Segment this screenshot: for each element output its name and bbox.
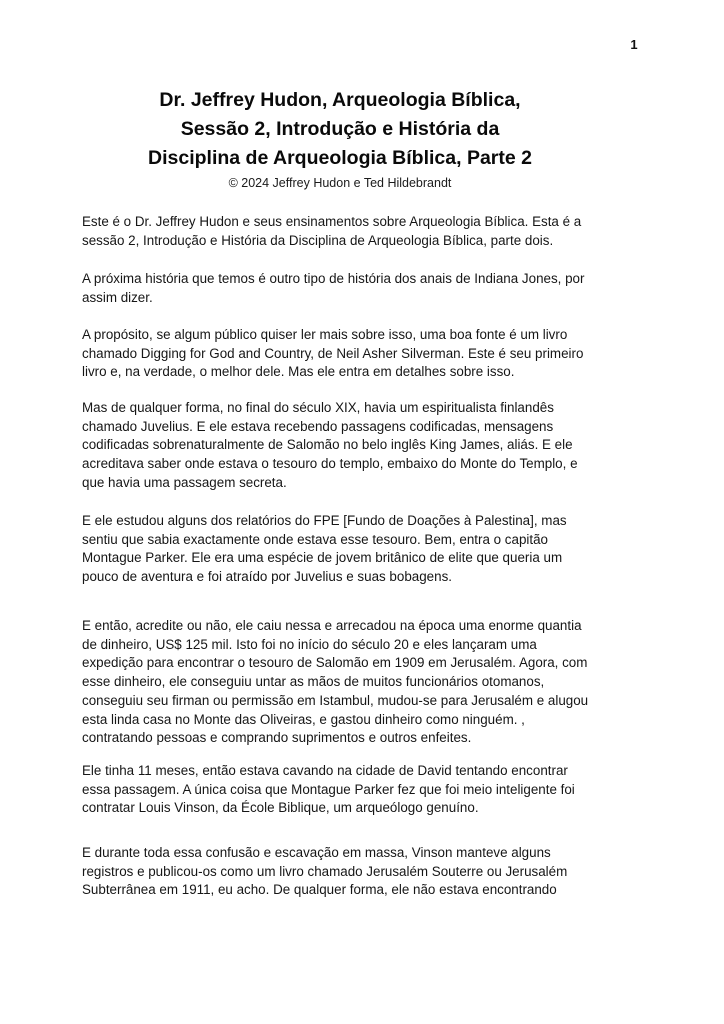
text-line: de dinheiro, US$ 125 mil. Isto foi no início do século 20 e eles lançaram uma — [82, 636, 537, 652]
text-line: E ele estudou alguns dos relatórios do FPE [Fundo de Doações à Palestina], mas — [82, 513, 567, 528]
text-line: sessão 2, Introdução e História da Disciplina de Arqueologia Bíblica, parte dois. — [82, 232, 554, 248]
text-line: esta linda casa no Monte das Oliveiras, e gastou dinheiro como ninguém. , — [82, 711, 525, 727]
text-line: conseguiu seu firman ou permissão em Istambul, mudou-se para Jerusalém e alugou — [82, 692, 589, 708]
text-line: esse dinheiro, ele conseguiu untar as mãos de muitos funcionários otomanos, — [82, 674, 545, 690]
text-line: A próxima história que temos é outro tipo de história dos anais de Indiana Jones, por — [82, 271, 585, 286]
text-line: A propósito, se algum público quiser ler mais sobre isso, uma boa fonte é um livro — [82, 327, 568, 342]
text-line: acreditava saber onde estava o tesouro do templo, embaixo do Monte do Templo, e — [82, 456, 578, 472]
text-line: contratando pessoas e comprando suprimentos e outros enfeites. — [82, 730, 472, 746]
text-line: Subterrânea em 1911, eu acho. De qualquer forma, ele não estava encontrando — [82, 882, 557, 898]
text-line: que havia uma passagem secreta. — [82, 474, 287, 490]
text-line: assim dizer. — [82, 289, 153, 305]
text-line: expedição para encontrar o tesouro de Salomão em 1909 em Jerusalém. Agora, com — [82, 655, 588, 671]
paragraph — [82, 844, 567, 900]
text-line: chamado Digging for God and Country, de Neil Asher Silverman. Este é seu primeiro — [82, 345, 584, 361]
page-number: 1 — [630, 37, 638, 52]
text-line: Montague Parker. Ele era uma espécie de jovem britânico de elite que queria um — [82, 550, 563, 566]
text-line: essa passagem. A única coisa que Montague Parker fez que foi meio inteligente foi — [82, 781, 575, 797]
text-line: E durante toda essa confusão e escavação em massa, Vinson manteve alguns — [82, 845, 551, 860]
document-title — [82, 86, 598, 191]
paragraph — [82, 512, 567, 587]
text-line: sentiu que sabia exactamente onde estava esse tesouro. Bem, entra o capitão — [82, 531, 548, 547]
paragraph — [82, 213, 581, 250]
text-line: livro e, na verdade, o melhor dele. Mas ele entra em detalhes sobre isso. — [82, 364, 515, 380]
text-line: E então, acredite ou não, ele caiu nessa e arrecadou na época uma enorme quantia — [82, 618, 582, 633]
text-line: Mas de qualquer forma, no final do século XIX, havia um espiritualista finlandês — [82, 400, 554, 415]
paragraph — [82, 270, 584, 307]
paragraph — [82, 326, 583, 382]
text-line: registros e publicou-os como um livro chamado Jerusalém Souterre ou Jerusalém — [82, 863, 568, 879]
paragraph — [82, 617, 588, 748]
title-line-2: Sessão 2, Introdução e História da — [180, 118, 500, 140]
text-line: pouco de aventura e foi atraído por Juvelius e suas bobagens. — [82, 569, 452, 585]
title-line-3: Disciplina de Arqueologia Bíblica, Parte 2 — [148, 147, 532, 169]
copyright-line: © 2024 Jeffrey Hudon e Ted Hildebrandt — [228, 176, 452, 190]
text-line: Ele tinha 11 meses, então estava cavando na cidade de David tentando encontrar — [82, 763, 568, 778]
text-line: contratar Louis Vinson, da École Biblique, um arqueólogo genuíno. — [82, 800, 479, 816]
text-line: Este é o Dr. Jeffrey Hudon e seus ensinamentos sobre Arqueologia Bíblica. Esta é a — [82, 214, 582, 229]
title-line-1: Dr. Jeffrey Hudon, Arqueologia Bíblica, — [159, 89, 521, 111]
paragraph — [82, 399, 578, 493]
text-line: codificadas sobrenaturalmente de Salomão no belo inglês King James, aliás. E ele — [82, 437, 573, 453]
paragraph — [82, 762, 575, 818]
text-line: chamado Juvelius. E ele estava recebendo passagens codificadas, mensagens — [82, 418, 554, 434]
